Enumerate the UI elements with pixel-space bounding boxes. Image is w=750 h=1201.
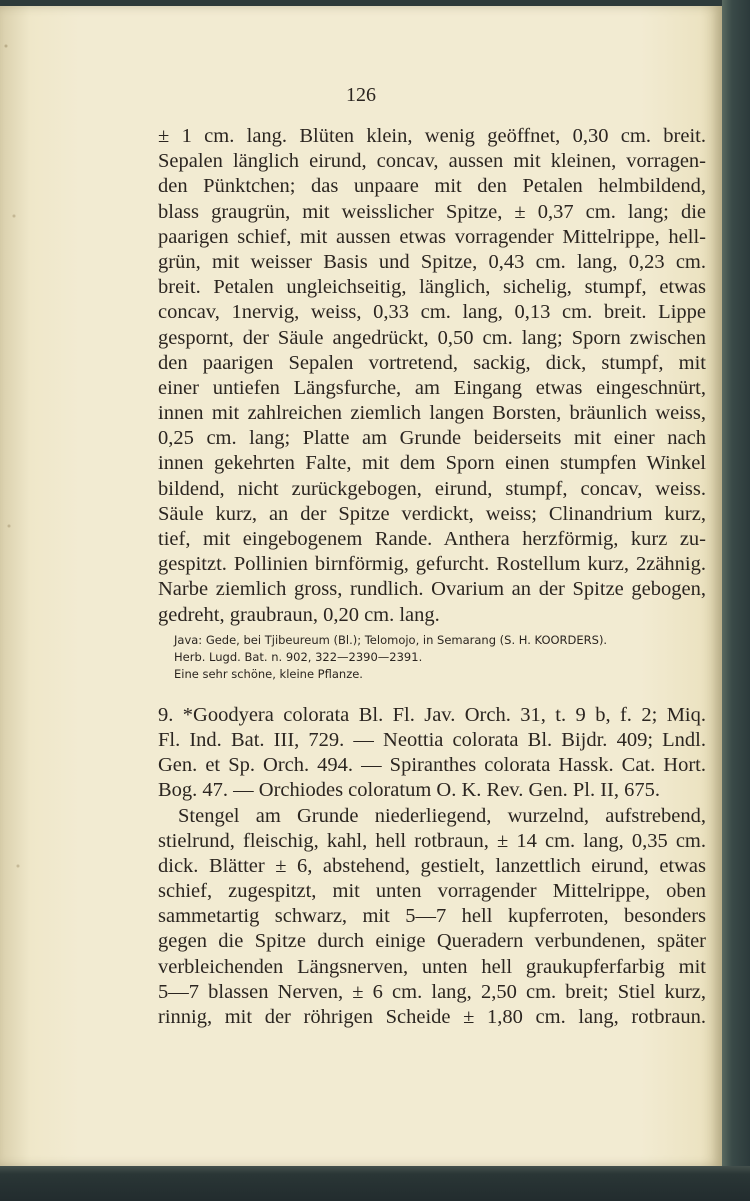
text-line: blass graugrün, mit weisslicher Spitze, ± 0,37 cm. lang; die — [158, 200, 706, 223]
text-line: den Pünktchen; das unpaare mit den Petalen helmbildend, — [158, 175, 706, 198]
synonym-line: Bog. 47. — Orchiodes coloratum O. K. Rev. Gen. Pl. II, 675. — [158, 779, 660, 802]
text-line: Sepalen länglich eirund, concav, aussen mit kleinen, vorragen- — [158, 150, 706, 173]
herbarium-line: Herb. Lugd. Bat. n. 902, 322—2390—2391. — [174, 649, 423, 664]
text-line: tief, mit eingebogenem Rande. Anthera herzförmig, kurz zu- — [158, 528, 706, 550]
text-line: Stengel am Grunde niederliegend, wurzelnd, aufstrebend, — [178, 804, 706, 827]
text-line: ± 1 cm. lang. Blüten klein, wenig geöffnet, 0,30 cm. breit. — [158, 125, 706, 147]
text-line: schief, zugespitzt, mit unten vorragender Mittelrippe, oben — [158, 880, 706, 903]
species-title-line: 9. *Goodyera colorata Bl. Fl. Jav. Orch. 31, t. 9 b, f. 2; Miq. — [158, 703, 706, 726]
text-line: innen gekehrten Falte, mit dem Sporn einen stumpfen Winkel — [158, 452, 706, 475]
text-line: Säule kurz, an der Spitze verdickt, weiss; Clinandrium kurz, — [158, 502, 706, 525]
text-line: sammetartig schwarz, mit 5—7 hell kupferroten, besonders — [158, 905, 706, 928]
locality-notes — [158, 632, 706, 683]
text-line: rinnig, mit der röhrigen Scheide ± 1,80 cm. lang, rotbraun. — [158, 1006, 706, 1028]
page-number: 126 — [346, 84, 376, 106]
remark-line: Eine sehr schöne, kleine Pflanze. — [174, 666, 363, 681]
text-line: innen mit zahlreichen ziemlich langen Borsten, bräunlich weiss, — [158, 402, 706, 425]
locality-line: Java: Gede, bei Tjibeureum (Bl.); Telomojo, in Semarang (S. H. KOORDERS). — [174, 632, 608, 647]
text-line: paarigen schief, mit aussen etwas vorragender Mittelrippe, hell- — [158, 225, 706, 248]
text-line: breit. Petalen ungleichseitig, länglich, sichelig, stumpf, etwas — [158, 276, 706, 299]
synonym-line: Gen. et Sp. Orch. 494. — Spiranthes colorata Hassk. Cat. Hort. — [158, 754, 706, 777]
text-line: gespornt, der Säule angedrückt, 0,50 cm. lang; Sporn zwischen — [158, 326, 706, 349]
text-line: Narbe ziemlich gross, rundlich. Ovarium an der Spitze gebogen, — [158, 578, 706, 601]
text-line: einer untiefen Längsfurche, am Eingang etwas eingeschnürt, — [158, 376, 706, 399]
text-line: concav, 1nervig, weiss, 0,33 cm. lang, 0,13 cm. breit. Lippe — [158, 301, 706, 324]
text-line: 0,25 cm. lang; Platte am Grunde beiderseits mit einer nach — [158, 427, 706, 450]
text-line: bildend, nicht zurückgebogen, eirund, stumpf, concav, weiss. — [158, 477, 706, 500]
text-line: dick. Blätter ± 6, abstehend, gestielt, lanzettlich eirund, etwas — [158, 854, 706, 877]
book-bottom-edge — [0, 1166, 750, 1201]
species-heading — [158, 703, 706, 804]
page-text — [158, 124, 706, 1030]
book-page — [0, 6, 722, 1166]
text-line: den paarigen Sepalen vortretend, sackig, dick, stumpf, mit — [158, 351, 706, 374]
text-line: gespitzt. Pollinien birnförmig, gefurcht. Rostellum kurz, 2zähnig. — [158, 553, 706, 576]
text-line: stielrund, fleischig, kahl, hell rotbraun, ± 14 cm. lang, 0,35 cm. — [158, 829, 706, 852]
text-line: 5—7 blassen Nerven, ± 6 cm. lang, 2,50 cm. breit; Stiel kurz, — [158, 980, 706, 1003]
description-paragraph — [158, 124, 706, 628]
text-line: gegen die Spitze durch einige Queradern verbundenen, später — [158, 930, 706, 953]
species-description — [158, 804, 706, 1031]
text-line: gedreht, graubraun, 0,20 cm. lang. — [158, 603, 440, 626]
text-line: verbleichenden Längsnerven, unten hell graukupferfarbig mit — [158, 955, 706, 978]
book-spine-edge — [722, 0, 750, 1201]
text-line: grün, mit weisser Basis und Spitze, 0,43 cm. lang, 0,23 cm. — [158, 250, 706, 273]
page-gutter — [0, 6, 32, 1166]
synonym-line: Fl. Ind. Bat. III, 729. — Neottia colorata Bl. Bijdr. 409; Lndl. — [158, 728, 706, 751]
